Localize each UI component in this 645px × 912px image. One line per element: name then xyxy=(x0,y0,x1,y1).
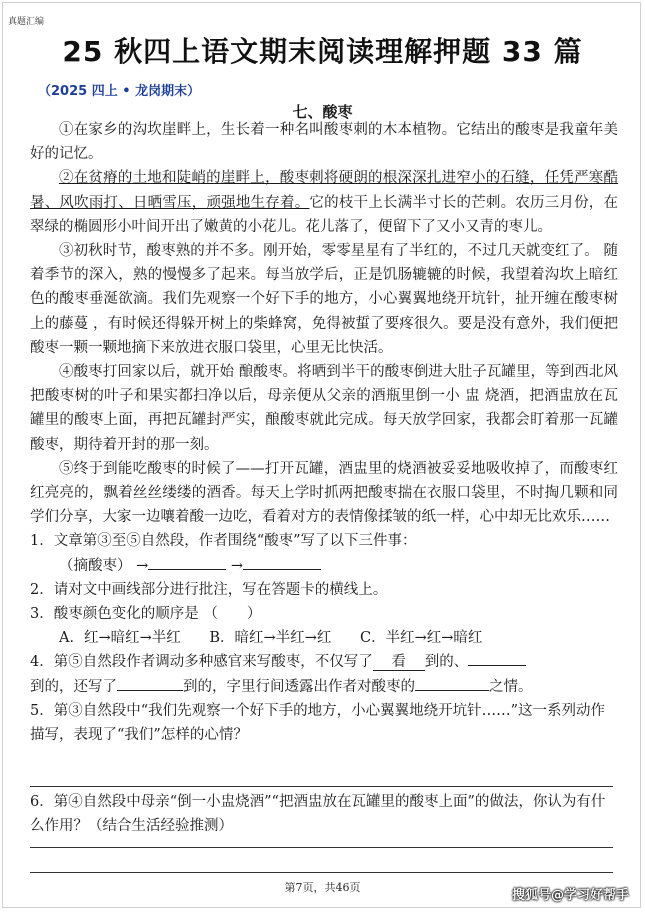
exam-source-subtitle: （2025 四上 • 龙岗期末） xyxy=(38,84,201,99)
paragraph-4: ④酸枣打回家以后，就开始 酿酸枣。将晒到半干的酸枣倒进大肚子瓦罐里，等到西北风把酸枣树的叶子和果实都扫净以后，母亲便从父亲的酒瓶里倒一小 盅 烧酒，把酒盅放在瓦罐里的酸枣上面，再把瓦罐封严实，酿酸枣就此完成。每天放学回家，我都会盯着那一瓦罐酸枣，期待着开封的那一刻。 xyxy=(30,364,618,453)
question-3-options xyxy=(30,626,618,650)
option-a[interactable]: A．红→暗红→半红 xyxy=(59,630,181,647)
question-3-text: 3．酸枣颜色变化的顺序是 xyxy=(30,606,199,623)
question-1-answer-row xyxy=(30,554,618,578)
answer-line[interactable] xyxy=(30,786,613,787)
answer-blank-feeling[interactable] xyxy=(415,690,489,691)
answer-blank-sense-2[interactable] xyxy=(468,665,526,666)
question-4-text: 到的、 xyxy=(424,654,469,671)
paragraph-5: ⑤终于到能吃酸枣的时候了——打开瓦罐，酒盅里的烧酒被妥妥地吸收掉了，而酸枣红红亮亮的，飘着丝丝缕缕的酒香。每天上学时抓两把酸枣揣在衣服口袋里，不时掏几颗和同学们分享，大家一边嚷着酸一边吃，看着对方的表情像揉皱的纸一样，心中却无比欢乐…… xyxy=(30,460,618,526)
question-3 xyxy=(30,602,618,626)
question-1: 1．文章第③至⑤自然段，作者围绕“酸枣”写了以下三件事： xyxy=(30,533,417,550)
question-1-first-event: （摘酸枣） xyxy=(59,557,132,574)
arrow-icon: → xyxy=(230,557,244,574)
paragraph-3: ③初秋时节，酸枣熟的并不多。刚开始，零零星星有了半红的，不过几天就变红了。 随着季节的深入，熟的慢慢多了起来。每当放学后，正是饥肠辘辘的时候，我望着沟坎上暗红色的酸枣垂涎欲滴。我们先观察一个好下手的地方，小心翼翼地绕开坑针，扯开缠在酸枣树上的藤蔓 ，有时候还得躲开树上的柴蜂窝，免得被蜇了要疼很久。要是没有意外，我们便把酸枣一颗一颗地摘下来放进衣服口袋里，心里无比快活。 xyxy=(30,243,618,356)
question-4-text: 到的，还写了 xyxy=(30,678,117,695)
answer-blank-sense-3[interactable] xyxy=(117,690,183,691)
question-4-text: 之情。 xyxy=(489,678,533,695)
answer-blank-1[interactable] xyxy=(148,569,226,570)
question-4 xyxy=(30,650,618,698)
paragraph-2-rest: 它的枝干上长满半寸长的芒刺。农历三月份，在翠绿的椭圆形小叶间开出了嫩黄的小花儿。花儿落了，便留下了又小又青的枣儿。 xyxy=(30,194,619,235)
watermark: 搜狐号@学习好帮手 xyxy=(511,888,629,903)
question-3-answer-paren[interactable]: （ ） xyxy=(203,606,262,623)
answer-line[interactable] xyxy=(30,847,613,848)
passage-heading: 七、酸枣 xyxy=(292,103,353,121)
option-c[interactable]: C．半红→红→暗红 xyxy=(359,630,483,647)
underlined-sentence: ②在贫瘠的土地和陡峭的崖畔上，酸枣刺将硬朗的根深深扎进窄小的石缝，任凭严寒酷暑、风吹雨打、日晒雪压，顽强地生存着。 xyxy=(30,170,618,211)
question-5: 5．第③自然段中“我们先观察一个好下手的地方，小心翼翼地绕开坑针……”这一系列动作描写，表现了“我们”怎样的心情？ xyxy=(30,702,606,744)
question-2: 2．请对文中画线部分进行批注，写在答题卡的横线上。 xyxy=(30,581,388,598)
question-4-text: 到的，字里行间透露出作者对酸枣的 xyxy=(183,678,415,695)
question-6: 6．第④自然段中母亲“倒一小盅烧酒”“把酒盅放在瓦罐里的酸枣上面”的做法，你认为有什么作用？（结合生活经验推测） xyxy=(30,794,606,835)
answer-blank-look[interactable]: 看 xyxy=(373,654,425,671)
header-tag: 真题汇编 xyxy=(8,17,45,27)
question-6-block xyxy=(30,790,618,838)
question-4-text: 4．第⑤自然段作者调动多种感官来写酸枣，不仅写了 xyxy=(30,654,373,671)
option-b[interactable]: B．暗红→半红→红 xyxy=(209,630,332,647)
answer-line[interactable] xyxy=(30,872,613,873)
page-title: 25 秋四上语文期末阅读理解押题 33 篇 xyxy=(62,35,583,68)
paragraph-2 xyxy=(30,166,618,239)
answer-blank-2[interactable] xyxy=(243,569,321,570)
page-number: 第7页，共46页 xyxy=(284,881,361,894)
paragraph-1: ①在家乡的沟坎崖畔上，生长着一种名叫酸枣刺的木本植物。它结出的酸枣是我童年美好的记忆。 xyxy=(30,122,618,163)
document-body xyxy=(30,118,618,747)
arrow-icon: → xyxy=(136,557,149,574)
